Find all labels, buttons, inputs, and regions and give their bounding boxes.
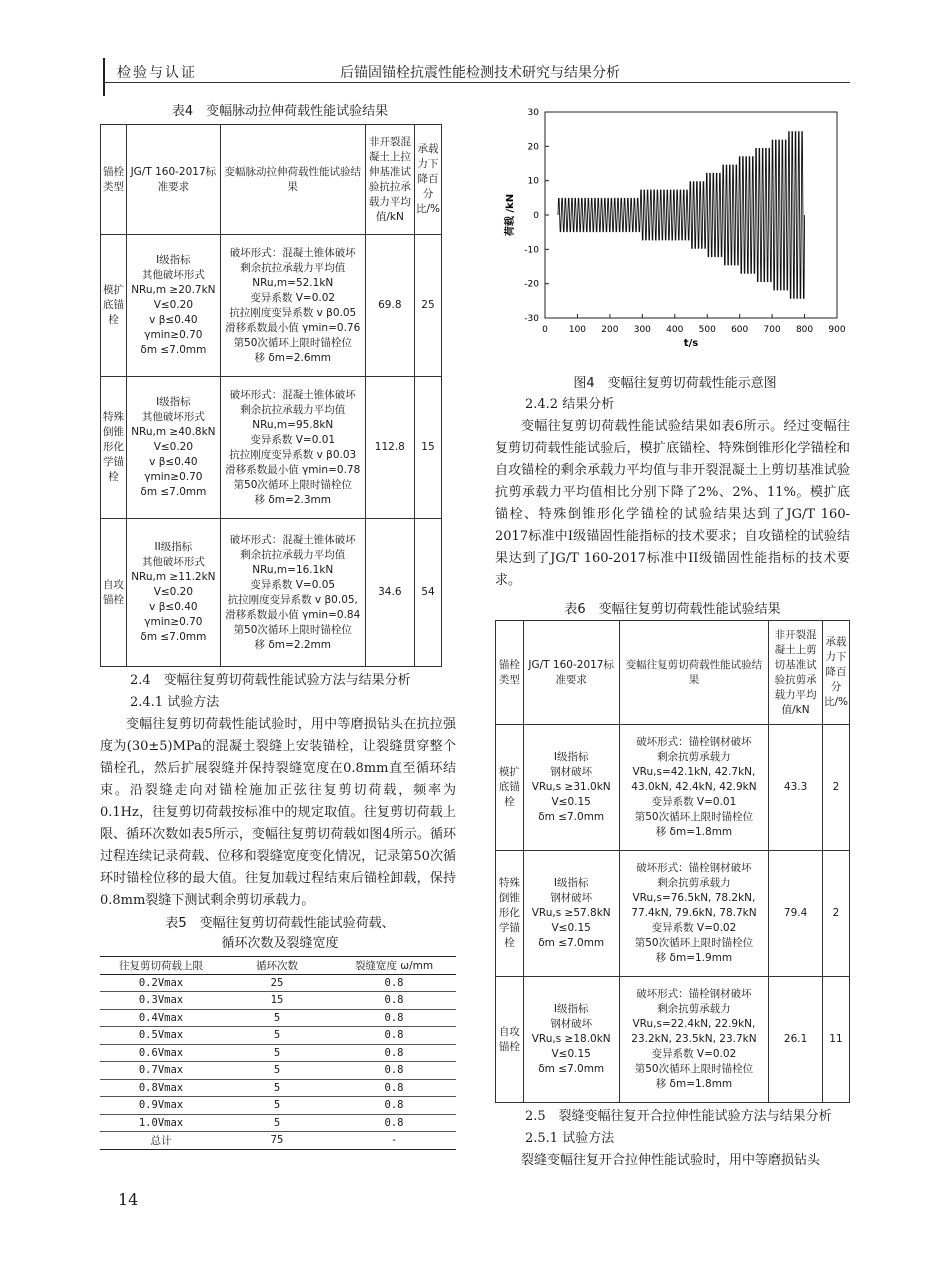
table4-requirement-line: γmin≥0.70 — [144, 329, 203, 341]
table6-anchor-type: 自攻锚栓 — [496, 977, 524, 1103]
table4-capacity-drop: 25 — [414, 235, 441, 377]
table5-header: 往复剪切荷载上限 — [100, 957, 222, 974]
table6-header-req: JG/T 160-2017标准要求 — [523, 621, 619, 725]
table5-cell: 0.8Vmax — [100, 1079, 222, 1097]
section-2-4-title: 2.4 变幅往复剪切荷载性能试验方法与结果分析 — [130, 673, 411, 688]
table5-caption-line1: 表5 变幅往复剪切荷载性能试验荷载、 — [165, 916, 395, 931]
table4-test-result — [220, 235, 365, 377]
table5-header: 循环次数 — [222, 957, 332, 974]
table6-requirement — [523, 725, 619, 851]
table6-test-result-line: 剩余抗剪承载力 — [657, 1003, 731, 1015]
table6-caption: 表6 变幅往复剪切荷载性能试验结果 — [564, 602, 781, 617]
table5-cell: 0.8 — [332, 1027, 456, 1045]
x-tick-label: 500 — [698, 325, 716, 335]
table6-header-result: 变幅往复剪切荷载性能试验结果 — [619, 621, 769, 725]
table6-test-result-line: 剩余抗剪承载力 — [657, 751, 731, 763]
table4-requirement-line: 其他破坏形式 — [141, 411, 205, 423]
figure4-caption: 图4 变幅往复剪切荷载性能示意图 — [573, 376, 777, 391]
table6-test-result-line: VRu,s=42.1kN, 42.7kN, — [632, 766, 756, 778]
page-number: 14 — [118, 1190, 139, 1209]
table5-row — [100, 1114, 456, 1132]
table6-requirement-line: VRu,s ≥57.8kN — [531, 907, 611, 919]
table6-requirement-line: δm ≤7.0mm — [538, 1063, 605, 1075]
table4-test-result-line: 抗拉刚度变异系数 v β0.03 — [229, 448, 357, 461]
table4-test-result-line: 第50次循环上限时锚栓位 — [233, 336, 352, 349]
x-axis-label: t/s — [683, 338, 699, 349]
table4-requirement — [126, 377, 220, 519]
table5-row — [100, 992, 456, 1010]
y-tick-label: 0 — [533, 211, 539, 221]
table6-test-result-line: 第50次循环上限时锚栓位 — [634, 1063, 754, 1075]
table4-requirement-line: δm ≤7.0mm — [140, 486, 207, 498]
table4-requirement-line: I级指标 — [156, 254, 191, 266]
table4-requirement-line: v β≤0.40 — [149, 314, 198, 326]
table4-requirement — [126, 235, 220, 377]
table4-requirement — [126, 519, 220, 667]
table4-test-result-line: 剩余抗拉承载力平均值 — [240, 261, 346, 274]
table4-requirement-line: γmin≥0.70 — [144, 471, 203, 483]
table6-header-type: 锚栓类型 — [496, 621, 524, 725]
table4-test-result-line: 变异系数 V=0.02 — [250, 291, 336, 304]
table5-cell: 15 — [222, 992, 332, 1010]
table5-row — [100, 1044, 456, 1062]
table6-capacity-drop: 2 — [822, 851, 849, 977]
table4-test-result-line: 第50次循环上限时锚栓位 — [233, 478, 352, 491]
header-rule — [103, 82, 850, 83]
table6-base-capacity: 26.1 — [769, 977, 823, 1103]
table6-test-result-line: 破坏形式：锚栓钢材破坏 — [636, 736, 752, 748]
table5-cell: 0.3Vmax — [100, 992, 222, 1010]
table4-test-result-line: 第50次循环上限时锚栓位 — [233, 623, 352, 636]
table4-requirement-line: γmin≥0.70 — [144, 616, 203, 628]
table4-test-result-line: 抗拉刚度变异系数 v β0.05 — [229, 306, 357, 319]
table4-test-result-line: 移 δm=2.3mm — [254, 493, 331, 506]
x-tick-label: 600 — [731, 325, 749, 335]
table4-requirement-line: v β≤0.40 — [149, 456, 198, 468]
table4-anchor-type: 特殊倒锥形化学锚栓 — [101, 377, 127, 519]
table5-cell: 5 — [222, 1044, 332, 1062]
table5-cell: 25 — [222, 974, 332, 992]
table5-cell: 0.8 — [332, 1097, 456, 1115]
table6-anchor-type: 模扩底锚栓 — [496, 725, 524, 851]
table6-test-result-line: 破坏形式：锚栓钢材破坏 — [636, 988, 752, 1000]
table4-test-result-line: 移 δm=2.2mm — [254, 638, 331, 651]
table4-requirement-line: V≤0.20 — [153, 586, 194, 598]
table4-test-result-line: 破坏形式：混凝土锥体破坏 — [229, 246, 356, 259]
table6-requirement — [523, 851, 619, 977]
table4-test-result-line: NRu,m=16.1kN — [252, 563, 334, 576]
table4-test-result-line: 剩余抗拉承载力平均值 — [240, 548, 346, 561]
table6-base-capacity: 43.3 — [769, 725, 823, 851]
table6-row — [496, 977, 850, 1103]
table6-test-result — [619, 851, 769, 977]
table6-test-result-line: VRu,s=76.5kN, 78.2kN, — [632, 892, 756, 904]
table6-test-result-line: 变异系数 V=0.01 — [651, 796, 737, 808]
table5-cell: 0.5Vmax — [100, 1027, 222, 1045]
table5-cell: 5 — [222, 1097, 332, 1115]
table4 — [100, 124, 442, 667]
y-tick-label: -20 — [524, 279, 539, 290]
table5-cell: 0.4Vmax — [100, 1009, 222, 1027]
table6-test-result — [619, 977, 769, 1103]
header-bar — [103, 58, 105, 96]
table6-requirement-line: 钢材破坏 — [550, 766, 593, 778]
x-tick-label: 200 — [601, 325, 619, 335]
table6-requirement — [523, 977, 619, 1103]
table4-requirement-line: δm ≤7.0mm — [140, 631, 207, 643]
table4-header-result: 变幅脉动拉伸荷载性能试验结果 — [220, 125, 365, 235]
table5-caption-line2: 循环次数及裂缝宽度 — [221, 936, 339, 951]
table6-test-result-line: 移 δm=1.8mm — [655, 1078, 733, 1090]
table5-cell: 1.0Vmax — [100, 1114, 222, 1132]
section-2-5-title: 2.5 裂缝变幅往复开合拉伸性能试验方法与结果分析 — [525, 1109, 832, 1124]
table4-test-result — [220, 377, 365, 519]
table5-cell: 0.8 — [332, 1062, 456, 1080]
table4-base-capacity: 34.6 — [365, 519, 414, 667]
table4-test-result-line: 剩余抗拉承载力平均值 — [240, 403, 346, 416]
table5-cell: 0.2Vmax — [100, 974, 222, 992]
section-2-5-1-title: 2.5.1 试验方法 — [525, 1131, 615, 1146]
table5-row — [100, 1132, 456, 1150]
table5-row — [100, 1009, 456, 1027]
table5-cell: 0.8 — [332, 1079, 456, 1097]
table5-cell: 0.8 — [332, 974, 456, 992]
table6-test-result-line: 第50次循环上限时锚栓位 — [634, 937, 754, 949]
table6-requirement-line: VRu,s ≥18.0kN — [531, 1033, 611, 1045]
table4-test-result — [220, 519, 365, 667]
table4-requirement-line: 其他破坏形式 — [141, 269, 205, 281]
table4-header-req: JG/T 160-2017标准要求 — [126, 125, 220, 235]
table5-cell: 0.8 — [332, 1114, 456, 1132]
table5-cell: 5 — [222, 1079, 332, 1097]
table4-anchor-type: 自攻锚栓 — [101, 519, 127, 667]
table4-row — [101, 519, 442, 667]
table5-cell: 75 — [222, 1132, 332, 1150]
table5-cell: 5 — [222, 1062, 332, 1080]
y-axis-label: 荷载 /kN — [505, 193, 516, 237]
table4-test-result-line: NRu,m=95.8kN — [252, 418, 334, 431]
y-tick-label: 20 — [527, 142, 539, 153]
table6-anchor-type: 特殊倒锥形化学锚栓 — [496, 851, 524, 977]
table4-base-capacity: 69.8 — [365, 235, 414, 377]
x-tick-label: 400 — [666, 325, 684, 335]
table4-base-capacity: 112.8 — [365, 377, 414, 519]
table4-requirement-line: NRu,m ≥40.8kN — [131, 426, 216, 438]
section-2-4-1-title: 2.4.1 试验方法 — [130, 695, 220, 710]
y-tick-label: 10 — [527, 176, 539, 187]
x-tick-label: 300 — [633, 325, 651, 335]
table6-test-result-line: 移 δm=1.8mm — [655, 826, 733, 838]
table5-row — [100, 974, 456, 992]
table6-test-result-line: VRu,s=22.4kN, 22.9kN, — [632, 1018, 756, 1030]
y-tick-label: -10 — [524, 245, 539, 256]
table6-requirement-line: V≤0.15 — [551, 922, 591, 934]
x-tick-label: 700 — [763, 325, 781, 335]
table5-cell: 0.6Vmax — [100, 1044, 222, 1062]
table5-cell: 5 — [222, 1027, 332, 1045]
table4-row — [101, 377, 442, 519]
table6-capacity-drop: 11 — [822, 977, 849, 1103]
table6-test-result-line: 变异系数 V=0.02 — [651, 922, 737, 934]
figure4-chart — [495, 100, 855, 369]
table4-header-drop: 承载力下降百分比/% — [414, 125, 441, 235]
table4-row — [101, 235, 442, 377]
table4-test-result-line: 滑移系数最小值 γmin=0.76 — [225, 321, 361, 334]
table4-test-result-line: 移 δm=2.6mm — [254, 351, 331, 364]
table4-test-result-line: 破坏形式：混凝土锥体破坏 — [229, 388, 356, 401]
section-2-4-2-title: 2.4.2 结果分析 — [525, 397, 615, 412]
table6-test-result-line: 变异系数 V=0.02 — [651, 1048, 737, 1060]
table6-requirement-line: 钢材破坏 — [550, 892, 593, 904]
table6-test-result-line: 破坏形式：锚栓钢材破坏 — [636, 862, 752, 874]
table6-test-result-line: 移 δm=1.9mm — [655, 952, 733, 964]
table4-requirement-line: II级指标 — [154, 541, 193, 553]
table5-row — [100, 1062, 456, 1080]
table6-row — [496, 851, 850, 977]
table6-header-base: 非开裂混凝土上剪切基准试验抗剪承载力平均值/kN — [769, 621, 823, 725]
table5-cell: - — [332, 1132, 456, 1150]
table6-requirement-line: δm ≤7.0mm — [538, 937, 605, 949]
table4-header-base: 非开裂混凝土上拉伸基准试验抗拉承载力平均值/kN — [365, 125, 414, 235]
table6-requirement-line: δm ≤7.0mm — [538, 811, 605, 823]
table5-cell: 0.8 — [332, 992, 456, 1010]
table4-test-result-line: 破坏形式：混凝土锥体破坏 — [229, 533, 356, 546]
table6-requirement-line: V≤0.15 — [551, 796, 591, 808]
table6-requirement-line: I级指标 — [553, 751, 589, 763]
table6-header-drop: 承载力下降百分比/% — [822, 621, 849, 725]
table4-test-result-line: 滑移系数最小值 γmin=0.84 — [225, 608, 361, 621]
load-time-chart — [495, 100, 855, 365]
table4-requirement-line: NRu,m ≥20.7kN — [131, 284, 216, 296]
table6-test-result-line: 23.2kN, 23.5kN, 23.7kN — [631, 1033, 757, 1045]
table4-requirement-line: 其他破坏形式 — [141, 556, 205, 568]
table4-test-result-line: NRu,m=52.1kN — [252, 276, 334, 289]
table6-row — [496, 725, 850, 851]
table6-test-result-line: 第50次循环上限时锚栓位 — [634, 811, 754, 823]
table4-header-type: 锚栓类型 — [101, 125, 127, 235]
table6-test-result-line: 剩余抗剪承载力 — [657, 877, 731, 889]
table5-cell: 0.7Vmax — [100, 1062, 222, 1080]
table6-test-result — [619, 725, 769, 851]
running-title: 后锚固锚栓抗震性能检测技术研究与结果分析 — [340, 65, 620, 81]
table4-requirement-line: NRu,m ≥11.2kN — [131, 571, 216, 583]
table5 — [100, 956, 456, 1150]
table4-test-result-line: 变异系数 V=0.05 — [250, 578, 336, 591]
x-tick-label: 0 — [542, 325, 548, 335]
table5-cell: 0.8 — [332, 1044, 456, 1062]
table5-cell: 0.9Vmax — [100, 1097, 222, 1115]
table6-requirement-line: I级指标 — [553, 1003, 589, 1015]
table5-row — [100, 1079, 456, 1097]
table4-requirement-line: V≤0.20 — [153, 299, 194, 311]
table5-cell: 0.8 — [332, 1009, 456, 1027]
table4-requirement-line: I级指标 — [156, 396, 191, 408]
table6-requirement-line: VRu,s ≥31.0kN — [531, 781, 611, 793]
x-tick-label: 100 — [568, 325, 587, 335]
table4-anchor-type: 模扩底锚栓 — [101, 235, 127, 377]
table5-cell: 总计 — [100, 1132, 222, 1150]
table4-requirement-line: v β≤0.40 — [149, 601, 198, 613]
section-2-4-2-body: 变幅往复剪切荷载性能试验结果如表6所示。经过变幅往复剪切荷载性能试验后，模扩底锚栓、特殊倒锥形化学锚栓和自攻锚栓的剩余承载力平均值与非开裂混凝土上剪切基准试验抗剪承载力平均值相比分别下降了2%、2%、11%。模扩底锚栓、特殊倒锥形化学锚栓的试验结果达到了JG/T 160-2017标准中I级锚固性能指标的技术要求；自攻锚栓的试验结果达到了JG/T 160-2017标准中II级锚固性能指标的技术要求。 — [495, 419, 850, 588]
table6-capacity-drop: 2 — [822, 725, 849, 851]
table5-cell: 5 — [222, 1009, 332, 1027]
table4-test-result-line: 滑移系数最小值 γmin=0.78 — [225, 463, 361, 476]
table6-requirement-line: V≤0.15 — [551, 1048, 591, 1060]
table4-capacity-drop: 15 — [414, 377, 441, 519]
section-2-5-1-body: 裂缝变幅往复开合拉伸性能试验时，用中等磨损钻头 — [521, 1153, 821, 1168]
table4-capacity-drop: 54 — [414, 519, 441, 667]
table5-row — [100, 1097, 456, 1115]
section-2-4-1-body: 变幅往复剪切荷载性能试验时，用中等磨损钻头在抗拉强度为(30±5)MPa的混凝土裂缝上安装锚栓，让裂缝贯穿整个锚栓孔，然后扩展裂缝并保持裂缝宽度在0.8mm直至循环结束。沿裂缝走向对锚栓施加正弦往复剪切荷载，频率为0.1Hz，往复剪切荷载按标准中的规定取值。往复剪切荷载上限、循环次数如表5所示，变幅往复剪切荷载如图4所示。循环过程连续记录荷载、位移和裂缝宽度变化情况，记录第50次循环时锚栓位移的最大值。往复加载过程结束后锚栓卸载，保持0.8mm裂缝下测试剩余剪切承载力。 — [100, 717, 456, 908]
table4-caption: 表4 变幅脉动拉伸荷载性能试验结果 — [171, 104, 389, 119]
table4-test-result-line: 抗拉刚度变异系数 v β0.05, — [227, 593, 358, 606]
table6-requirement-line: I级指标 — [553, 877, 589, 889]
table4-test-result-line: 变异系数 V=0.01 — [250, 433, 336, 446]
table4-requirement-line: δm ≤7.0mm — [140, 344, 207, 356]
y-tick-label: 30 — [527, 108, 539, 118]
table6-base-capacity: 79.4 — [769, 851, 823, 977]
table6-test-result-line: 43.0kN, 42.4kN, 42.9kN — [631, 781, 757, 793]
journal-section: 检验与认证 — [117, 65, 197, 81]
x-tick-label: 800 — [795, 325, 814, 335]
load-series-line — [558, 132, 805, 299]
x-tick-label: 900 — [828, 325, 846, 335]
table5-header: 裂缝宽度 ω/mm — [332, 957, 456, 974]
y-tick-label: -30 — [524, 314, 539, 324]
table6-test-result-line: 77.4kN, 79.6kN, 78.7kN — [631, 907, 757, 919]
table4-requirement-line: V≤0.20 — [153, 441, 194, 453]
table6-requirement-line: 钢材破坏 — [550, 1018, 593, 1030]
table6 — [495, 620, 850, 1103]
table5-cell: 5 — [222, 1114, 332, 1132]
table5-row — [100, 1027, 456, 1045]
